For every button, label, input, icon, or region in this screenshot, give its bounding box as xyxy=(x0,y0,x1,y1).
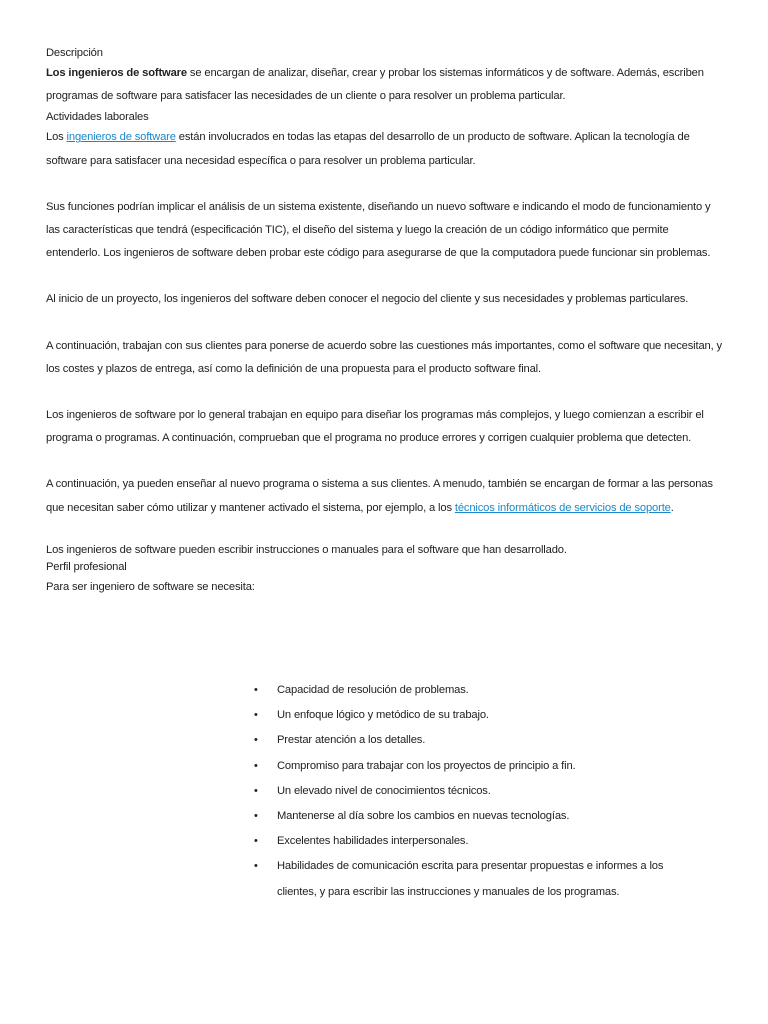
actividades-p6-suffix: . xyxy=(670,501,674,514)
list-item-text: Excelentes habilidades interpersonales. xyxy=(277,835,469,848)
list-item-text: Prestar atención a los detalles. xyxy=(277,734,426,747)
list-item xyxy=(254,779,674,804)
actividades-paragraph-6 xyxy=(46,473,722,519)
list-item xyxy=(254,754,674,779)
list-item xyxy=(254,703,674,728)
paragraph-spacer xyxy=(46,450,722,473)
bullet-icon: • xyxy=(254,684,258,696)
actividades-p1-rest: están involucrados en todas las etapas del desarrollo de un producto de software. Aplican la tecnología de software para satisfacer una necesidad específica o para resolver un problema particular. xyxy=(46,131,690,167)
requirements-list xyxy=(254,678,674,905)
list-item xyxy=(254,728,674,753)
perfil-intro: Para ser ingeniero de software se necesita: xyxy=(46,580,255,593)
link-ingenieros-de-software[interactable]: ingenieros de software xyxy=(66,131,176,144)
bullet-icon: • xyxy=(254,810,258,823)
list-item-text: Habilidades de comunicación escrita para presentar propuestas e informes a los clientes, y para escribir las instrucciones y manuales de los programas. xyxy=(277,860,664,898)
actividades-paragraph-2: Sus funciones podrían implicar el análisis de un sistema existente, diseñando un nuevo software e indicando el modo de funcionamiento y las características que tendrá (especificación TIC), el diseño del sistema y luego la creación de un código informático que permite entenderlo. Los ingenieros de software deben probar este código para asegurarse de que la computadora puede funcionar sin problemas. xyxy=(46,200,711,260)
bullet-icon: • xyxy=(254,835,258,848)
actividades-p6-prefix: A continuación, ya pueden enseñar al nuevo programa o sistema a sus clientes. A menudo, también se encargan de formar a las personas que necesitan saber cómo utilizar y mantener activado el sistema, por ejemplo, a los xyxy=(46,478,713,514)
list-item xyxy=(254,678,674,703)
link-tecnicos-informaticos[interactable]: técnicos informáticos de servicios de soporte xyxy=(454,501,671,514)
descripcion-text: se encargan de analizar, diseñar, crear y probar los sistemas informáticos y de software. Además, escriben programas de software para satisfacer las necesidades de un cliente o para resolver un problema particular. xyxy=(46,67,704,103)
bullet-icon: • xyxy=(254,759,258,772)
document-page xyxy=(46,44,722,599)
list-item xyxy=(254,804,674,829)
actividades-paragraph-1 xyxy=(46,126,722,172)
paragraph-spacer xyxy=(46,312,722,335)
bullet-icon: • xyxy=(254,709,258,722)
descripcion-paragraph xyxy=(46,62,722,108)
section-heading-actividades: Actividades laborales xyxy=(46,111,149,124)
bullet-icon: • xyxy=(254,734,258,747)
list-item-text: Compromiso para trabajar con los proyectos de principio a fin. xyxy=(277,759,576,772)
actividades-p1-prefix: Los xyxy=(46,131,67,144)
actividades-paragraph-3: Al inicio de un proyecto, los ingenieros del software deben conocer el negocio del cliente y sus necesidades y problemas particulares. xyxy=(46,293,689,306)
list-item-text: Mantenerse al día sobre los cambios en nuevas tecnologías. xyxy=(277,810,570,823)
bullet-icon: • xyxy=(254,860,258,873)
paragraph-spacer xyxy=(46,265,722,288)
list-item-text: Capacidad de resolución de problemas. xyxy=(277,684,469,696)
paragraph-spacer xyxy=(46,520,722,543)
paragraph-spacer xyxy=(46,381,722,404)
section-heading-perfil: Perfil profesional xyxy=(46,560,127,573)
list-item-text: Un elevado nivel de conocimientos técnicos. xyxy=(277,784,491,797)
list-item xyxy=(254,829,674,854)
bold-term: Los ingenieros de software xyxy=(46,67,187,79)
bullet-icon: • xyxy=(254,784,258,797)
list-item-text: Un enfoque lógico y metódico de su trabajo. xyxy=(277,709,489,722)
section-heading-descripcion: Descripción xyxy=(46,47,103,59)
actividades-paragraph-7: Los ingenieros de software pueden escribir instrucciones o manuales para el software que han desarrollado. xyxy=(46,543,567,556)
paragraph-spacer xyxy=(46,173,722,196)
actividades-paragraph-5: Los ingenieros de software por lo general trabajan en equipo para diseñar los programas más complejos, y luego comienzan a escribir el programa o programas. A continuación, comprueban que el programa no produce errores y corrigen cualquier problema que detecten. xyxy=(46,409,704,445)
actividades-paragraph-4: A continuación, trabajan con sus clientes para ponerse de acuerdo sobre las cuestiones más importantes, como el software que necesitan, y los costes y plazos de entrega, así como la definición de una propuesta para el producto software final. xyxy=(46,339,722,375)
list-item xyxy=(254,854,674,904)
